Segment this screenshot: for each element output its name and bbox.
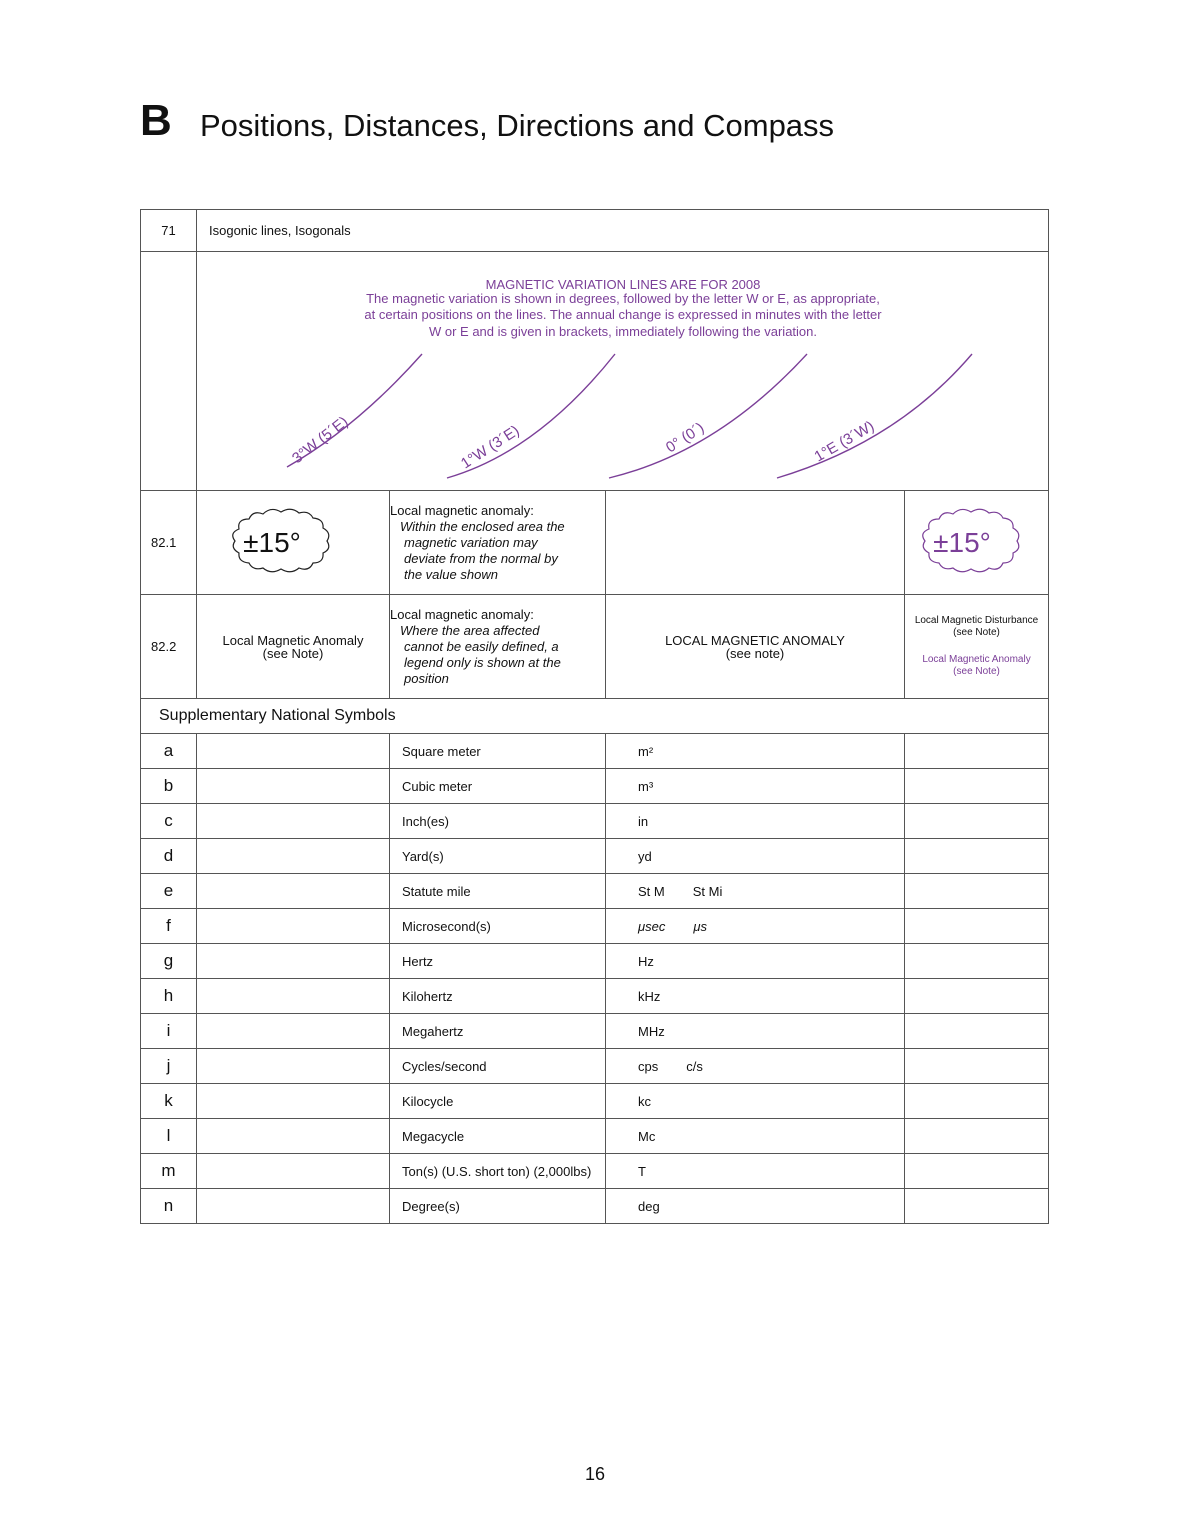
legend-line: (see Note) — [262, 645, 324, 661]
line-label-4: 1°E (3´W) — [811, 417, 878, 466]
section-title: Positions, Distances, Directions and Compass — [200, 108, 835, 143]
legend-line: Local Magnetic Disturbance — [914, 615, 1039, 626]
table-row — [141, 1049, 1049, 1084]
row-abbreviation: St M St Mi — [606, 874, 905, 909]
diagram-text-1: The magnetic variation is shown in degrees, followed by the letter W or E, as appropriate, — [366, 291, 880, 306]
symbol-cell — [197, 595, 390, 699]
empty-cell — [606, 491, 905, 595]
legend-line-magenta: Local Magnetic Anomaly — [922, 654, 1031, 665]
table-row — [141, 909, 1049, 944]
row-letter: h — [141, 979, 197, 1014]
row-abbreviation: kHz — [606, 979, 905, 1014]
anomaly-value: ±15° — [933, 527, 991, 558]
row-label: Cycles/second — [390, 1049, 606, 1084]
row-number: 82.2 — [141, 595, 197, 699]
row-82-2 — [141, 595, 1049, 699]
isogonic-diagram — [197, 252, 1049, 491]
table-row — [141, 874, 1049, 909]
table-row — [141, 839, 1049, 874]
isogonic-line-4 — [777, 354, 972, 478]
table-row — [141, 1084, 1049, 1119]
row-label: Microsecond(s) — [390, 909, 606, 944]
table-row — [141, 734, 1049, 769]
legend-line: Local Magnetic Anomaly — [222, 632, 364, 648]
table-row — [141, 1189, 1049, 1224]
table-row — [141, 804, 1049, 839]
row-label: Statute mile — [390, 874, 606, 909]
table-row — [141, 1154, 1049, 1189]
row-abbreviation: deg — [606, 1189, 905, 1224]
row-abbreviation: Hz — [606, 944, 905, 979]
row-label: Inch(es) — [390, 804, 606, 839]
row-number: 82.1 — [141, 491, 197, 595]
table-row — [141, 1119, 1049, 1154]
description-cell — [390, 595, 606, 699]
row-abbreviation: m³ — [606, 769, 905, 804]
legend-cell-right — [905, 595, 1049, 699]
table-row — [141, 1014, 1049, 1049]
row-letter: d — [141, 839, 197, 874]
legend-line: (see note) — [725, 645, 785, 661]
row-abbreviation: m² — [606, 734, 905, 769]
row-letter: m — [141, 1154, 197, 1189]
row-letter: b — [141, 769, 197, 804]
row-abbreviation: kc — [606, 1084, 905, 1119]
legend-line: LOCAL MAGNETIC ANOMALY — [665, 632, 845, 648]
anomaly-symbol — [197, 491, 390, 591]
row-letter: g — [141, 944, 197, 979]
line-label-3: 0° (0´) — [662, 419, 708, 457]
description-head: Local magnetic anomaly: — [390, 606, 534, 622]
row-label: Hertz — [390, 944, 606, 979]
row-abbreviation: Mc — [606, 1119, 905, 1154]
legend-line-magenta: (see Note) — [953, 666, 1000, 677]
isogonic-diagram-row — [141, 252, 1049, 491]
row-label: Megahertz — [390, 1014, 606, 1049]
description-line: position — [404, 670, 449, 686]
row-number: 71 — [141, 210, 197, 252]
row-abbreviation: T — [606, 1154, 905, 1189]
table-row — [141, 979, 1049, 1014]
description-line: Within the enclosed area the — [400, 518, 565, 534]
row-label: Square meter — [390, 734, 606, 769]
legend-line: (see Note) — [953, 627, 1000, 638]
supplementary-title: Supplementary National Symbols — [141, 699, 1049, 734]
symbol-cell — [197, 491, 390, 595]
row-label: Yard(s) — [390, 839, 606, 874]
row-letter: f — [141, 909, 197, 944]
anomaly-value: ±15° — [243, 527, 301, 558]
row-abbreviation: μsec μs — [606, 909, 905, 944]
row-letter: c — [141, 804, 197, 839]
row-abbreviation: MHz — [606, 1014, 905, 1049]
description-cell — [390, 491, 606, 595]
page-number: 16 — [584, 1464, 606, 1484]
table-row — [141, 769, 1049, 804]
legend-cell — [606, 595, 905, 699]
row-abbreviation: cps c/s — [606, 1049, 905, 1084]
row-label: Megacycle — [390, 1119, 606, 1154]
isogonic-lines-figure — [197, 252, 1048, 490]
description-line: legend only is shown at the — [404, 654, 561, 670]
symbol-cell-right — [905, 491, 1049, 595]
description-line: deviate from the normal by — [404, 550, 558, 566]
row-abbreviation: in — [606, 804, 905, 839]
description-line: the value shown — [404, 566, 498, 582]
table-row — [141, 944, 1049, 979]
section-letter: B — [140, 96, 172, 145]
diagram-text-3: W or E and is given in brackets, immediately following the variation. — [428, 324, 818, 339]
row-label: Kilocycle — [390, 1084, 606, 1119]
line-label-2: 1°W (3´E) — [457, 422, 523, 473]
row-title: Isogonic lines, Isogonals — [197, 210, 1049, 252]
row-82-1 — [141, 491, 1049, 595]
row-label: Cubic meter — [390, 769, 606, 804]
description-head: Local magnetic anomaly: — [390, 502, 534, 518]
row-letter: k — [141, 1084, 197, 1119]
anomaly-symbol-magenta — [905, 491, 1049, 591]
description-line: Where the area affected — [400, 622, 540, 638]
supplementary-header-row — [141, 699, 1049, 734]
isogonic-line-3 — [609, 354, 807, 478]
row-letter: e — [141, 874, 197, 909]
row-letter: i — [141, 1014, 197, 1049]
row-label: Ton(s) (U.S. short ton) (2,000lbs) — [390, 1154, 606, 1189]
line-label-1: 3°W (5´E) — [288, 413, 352, 468]
description-line: magnetic variation may — [404, 534, 538, 550]
symbols-table — [140, 209, 1049, 1224]
diagram-text-2: at certain positions on the lines. The annual change is expressed in minutes with the letter — [364, 307, 882, 322]
description-line: cannot be easily defined, a — [404, 638, 559, 654]
row-label: Kilohertz — [390, 979, 606, 1014]
row-letter: j — [141, 1049, 197, 1084]
row-71 — [141, 210, 1049, 252]
row-label: Degree(s) — [390, 1189, 606, 1224]
row-letter: n — [141, 1189, 197, 1224]
row-abbreviation: yd — [606, 839, 905, 874]
row-letter: l — [141, 1119, 197, 1154]
row-letter: a — [141, 734, 197, 769]
diagram-heading: MAGNETIC VARIATION LINES ARE FOR 2008 — [485, 277, 761, 292]
